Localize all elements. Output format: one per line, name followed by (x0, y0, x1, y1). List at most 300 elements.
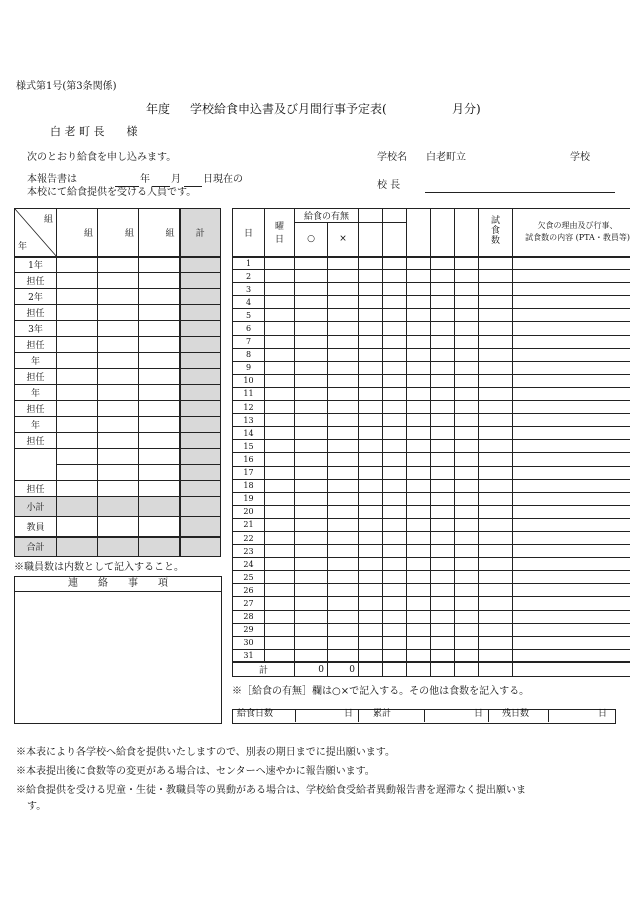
day-cell[interactable] (431, 374, 455, 387)
day-cell[interactable] (407, 466, 431, 479)
day-cell[interactable] (328, 466, 359, 479)
day-cell[interactable] (328, 636, 359, 649)
day-cell[interactable] (455, 623, 479, 636)
day-cell[interactable] (455, 636, 479, 649)
day-cell[interactable] (265, 649, 295, 662)
day-cell[interactable] (513, 387, 630, 400)
day-cell[interactable] (407, 374, 431, 387)
day-cell[interactable] (479, 322, 513, 335)
day-cell[interactable] (328, 479, 359, 492)
day-cell[interactable] (328, 414, 359, 427)
day-cell[interactable] (407, 414, 431, 427)
day-cell[interactable] (295, 584, 328, 597)
day-cell[interactable] (479, 545, 513, 558)
day-cell[interactable] (265, 283, 295, 296)
day-cell[interactable] (431, 623, 455, 636)
day-cell[interactable] (328, 584, 359, 597)
day-cell[interactable] (265, 492, 295, 505)
day-cell[interactable] (383, 453, 407, 466)
day-cell[interactable] (328, 453, 359, 466)
day-cell[interactable] (265, 584, 295, 597)
day-cell[interactable] (383, 479, 407, 492)
day-cell[interactable] (383, 257, 407, 270)
day-cell[interactable] (359, 571, 383, 584)
day-cell[interactable] (265, 466, 295, 479)
day-cell[interactable] (328, 571, 359, 584)
day-cell[interactable] (513, 427, 630, 440)
day-cell[interactable] (431, 414, 455, 427)
day-cell[interactable] (383, 283, 407, 296)
day-cell[interactable] (265, 623, 295, 636)
day-cell[interactable] (407, 545, 431, 558)
day-cell[interactable] (295, 427, 328, 440)
day-cell[interactable] (479, 636, 513, 649)
day-cell[interactable] (359, 270, 383, 283)
day-cell[interactable] (328, 610, 359, 623)
day-cell[interactable] (407, 401, 431, 414)
day-cell[interactable] (407, 610, 431, 623)
day-cell[interactable] (407, 270, 431, 283)
day-cell[interactable] (265, 361, 295, 374)
day-cell[interactable] (513, 414, 630, 427)
day-cell[interactable] (295, 414, 328, 427)
day-cell[interactable] (359, 387, 383, 400)
day-cell[interactable] (479, 610, 513, 623)
day-cell[interactable] (431, 283, 455, 296)
day-cell[interactable] (513, 270, 630, 283)
day-cell[interactable] (455, 296, 479, 309)
day-cell[interactable] (265, 610, 295, 623)
day-cell[interactable] (479, 296, 513, 309)
day-cell[interactable] (383, 374, 407, 387)
day-cell[interactable] (513, 322, 630, 335)
day-cell[interactable] (383, 322, 407, 335)
day-cell[interactable] (455, 571, 479, 584)
day-cell[interactable] (407, 322, 431, 335)
day-cell[interactable] (295, 558, 328, 571)
day-cell[interactable] (407, 453, 431, 466)
day-cell[interactable] (407, 283, 431, 296)
day-cell[interactable] (295, 348, 328, 361)
day-cell[interactable] (479, 479, 513, 492)
day-cell[interactable] (295, 257, 328, 270)
day-cell[interactable] (359, 492, 383, 505)
day-cell[interactable] (455, 610, 479, 623)
day-cell[interactable] (479, 649, 513, 662)
day-cell[interactable] (407, 518, 431, 531)
day-cell[interactable] (328, 440, 359, 453)
day-cell[interactable] (328, 623, 359, 636)
day-cell[interactable] (479, 466, 513, 479)
day-cell[interactable] (359, 374, 383, 387)
day-cell[interactable] (455, 453, 479, 466)
day-cell[interactable] (479, 427, 513, 440)
day-cell[interactable] (295, 309, 328, 322)
day-cell[interactable] (383, 518, 407, 531)
day-cell[interactable] (359, 322, 383, 335)
day-cell[interactable] (383, 427, 407, 440)
day-cell[interactable] (513, 401, 630, 414)
day-cell[interactable] (513, 649, 630, 662)
day-cell[interactable] (479, 453, 513, 466)
day-cell[interactable] (479, 348, 513, 361)
day-cell[interactable] (383, 623, 407, 636)
day-cell[interactable] (265, 440, 295, 453)
day-cell[interactable] (407, 387, 431, 400)
day-cell[interactable] (431, 387, 455, 400)
day-cell[interactable] (479, 571, 513, 584)
day-cell[interactable] (407, 505, 431, 518)
day-cell[interactable] (265, 427, 295, 440)
day-cell[interactable] (359, 335, 383, 348)
day-cell[interactable] (359, 545, 383, 558)
day-cell[interactable] (359, 309, 383, 322)
day-cell[interactable] (359, 401, 383, 414)
day-cell[interactable] (455, 531, 479, 544)
day-cell[interactable] (359, 531, 383, 544)
day-cell[interactable] (383, 649, 407, 662)
day-cell[interactable] (383, 531, 407, 544)
day-cell[interactable] (455, 505, 479, 518)
day-cell[interactable] (407, 427, 431, 440)
day-cell[interactable] (431, 610, 455, 623)
day-cell[interactable] (383, 361, 407, 374)
day-cell[interactable] (455, 584, 479, 597)
day-cell[interactable] (359, 649, 383, 662)
day-cell[interactable] (479, 401, 513, 414)
day-cell[interactable] (407, 309, 431, 322)
day-cell[interactable] (383, 466, 407, 479)
day-cell[interactable] (265, 401, 295, 414)
day-cell[interactable] (265, 545, 295, 558)
day-cell[interactable] (265, 414, 295, 427)
day-cell[interactable] (431, 558, 455, 571)
day-cell[interactable] (328, 270, 359, 283)
day-cell[interactable] (265, 374, 295, 387)
day-cell[interactable] (479, 518, 513, 531)
day-cell[interactable] (407, 636, 431, 649)
day-cell[interactable] (328, 322, 359, 335)
day-cell[interactable] (431, 270, 455, 283)
day-cell[interactable] (328, 558, 359, 571)
day-cell[interactable] (479, 584, 513, 597)
day-cell[interactable] (383, 309, 407, 322)
day-cell[interactable] (455, 597, 479, 610)
day-cell[interactable] (407, 584, 431, 597)
day-cell[interactable] (383, 348, 407, 361)
day-cell[interactable] (295, 335, 328, 348)
day-cell[interactable] (455, 335, 479, 348)
day-cell[interactable] (455, 558, 479, 571)
day-cell[interactable] (383, 545, 407, 558)
day-cell[interactable] (455, 518, 479, 531)
day-cell[interactable] (513, 518, 630, 531)
day-cell[interactable] (359, 636, 383, 649)
day-cell[interactable] (513, 453, 630, 466)
day-cell[interactable] (328, 257, 359, 270)
day-cell[interactable] (359, 427, 383, 440)
day-cell[interactable] (479, 558, 513, 571)
day-cell[interactable] (407, 623, 431, 636)
day-cell[interactable] (265, 322, 295, 335)
day-cell[interactable] (431, 257, 455, 270)
day-cell[interactable] (383, 571, 407, 584)
day-cell[interactable] (455, 492, 479, 505)
day-cell[interactable] (407, 649, 431, 662)
day-cell[interactable] (295, 361, 328, 374)
day-cell[interactable] (479, 270, 513, 283)
day-cell[interactable] (359, 597, 383, 610)
day-cell[interactable] (431, 361, 455, 374)
day-cell[interactable] (479, 374, 513, 387)
day-cell[interactable] (295, 571, 328, 584)
day-cell[interactable] (479, 505, 513, 518)
day-cell[interactable] (455, 309, 479, 322)
day-cell[interactable] (479, 440, 513, 453)
day-cell[interactable] (431, 335, 455, 348)
day-cell[interactable] (431, 518, 455, 531)
day-cell[interactable] (383, 335, 407, 348)
day-cell[interactable] (513, 440, 630, 453)
day-cell[interactable] (295, 636, 328, 649)
day-cell[interactable] (513, 597, 630, 610)
day-cell[interactable] (455, 283, 479, 296)
day-cell[interactable] (383, 584, 407, 597)
day-cell[interactable] (513, 531, 630, 544)
day-cell[interactable] (479, 531, 513, 544)
day-cell[interactable] (265, 518, 295, 531)
day-cell[interactable] (295, 440, 328, 453)
day-cell[interactable] (265, 257, 295, 270)
day-cell[interactable] (359, 558, 383, 571)
day-cell[interactable] (479, 257, 513, 270)
day-cell[interactable] (359, 348, 383, 361)
day-cell[interactable] (359, 257, 383, 270)
day-cell[interactable] (265, 387, 295, 400)
day-cell[interactable] (295, 505, 328, 518)
day-cell[interactable] (407, 335, 431, 348)
day-cell[interactable] (407, 296, 431, 309)
day-cell[interactable] (295, 374, 328, 387)
day-cell[interactable] (328, 401, 359, 414)
day-cell[interactable] (295, 531, 328, 544)
day-cell[interactable] (295, 296, 328, 309)
day-cell[interactable] (295, 479, 328, 492)
day-cell[interactable] (383, 414, 407, 427)
day-cell[interactable] (295, 610, 328, 623)
day-cell[interactable] (328, 492, 359, 505)
day-cell[interactable] (359, 283, 383, 296)
day-cell[interactable] (479, 283, 513, 296)
day-cell[interactable] (265, 636, 295, 649)
day-cell[interactable] (295, 270, 328, 283)
day-cell[interactable] (513, 610, 630, 623)
day-cell[interactable] (431, 401, 455, 414)
day-cell[interactable] (383, 440, 407, 453)
day-cell[interactable] (265, 597, 295, 610)
day-cell[interactable] (431, 597, 455, 610)
day-cell[interactable] (328, 387, 359, 400)
day-cell[interactable] (407, 492, 431, 505)
day-cell[interactable] (328, 296, 359, 309)
day-cell[interactable] (455, 401, 479, 414)
day-cell[interactable] (513, 584, 630, 597)
day-cell[interactable] (328, 348, 359, 361)
day-cell[interactable] (431, 531, 455, 544)
day-cell[interactable] (328, 597, 359, 610)
day-cell[interactable] (431, 427, 455, 440)
day-cell[interactable] (407, 479, 431, 492)
day-cell[interactable] (383, 401, 407, 414)
day-cell[interactable] (513, 479, 630, 492)
day-cell[interactable] (383, 296, 407, 309)
day-cell[interactable] (328, 545, 359, 558)
day-cell[interactable] (265, 309, 295, 322)
day-cell[interactable] (431, 584, 455, 597)
day-cell[interactable] (431, 492, 455, 505)
day-cell[interactable] (479, 361, 513, 374)
day-cell[interactable] (455, 414, 479, 427)
day-cell[interactable] (265, 335, 295, 348)
day-cell[interactable] (455, 466, 479, 479)
day-cell[interactable] (455, 427, 479, 440)
day-cell[interactable] (431, 322, 455, 335)
day-cell[interactable] (479, 492, 513, 505)
day-cell[interactable] (359, 414, 383, 427)
day-cell[interactable] (455, 440, 479, 453)
day-cell[interactable] (295, 597, 328, 610)
day-cell[interactable] (383, 270, 407, 283)
day-cell[interactable] (359, 623, 383, 636)
day-cell[interactable] (407, 597, 431, 610)
day-cell[interactable] (359, 505, 383, 518)
day-cell[interactable] (407, 571, 431, 584)
day-cell[interactable] (383, 597, 407, 610)
day-cell[interactable] (265, 479, 295, 492)
day-cell[interactable] (513, 492, 630, 505)
day-cell[interactable] (295, 649, 328, 662)
day-cell[interactable] (359, 479, 383, 492)
day-cell[interactable] (431, 649, 455, 662)
day-cell[interactable] (513, 335, 630, 348)
day-cell[interactable] (328, 283, 359, 296)
day-cell[interactable] (383, 505, 407, 518)
day-cell[interactable] (265, 453, 295, 466)
day-cell[interactable] (265, 571, 295, 584)
day-cell[interactable] (295, 518, 328, 531)
day-cell[interactable] (383, 610, 407, 623)
day-cell[interactable] (407, 348, 431, 361)
day-cell[interactable] (295, 466, 328, 479)
day-cell[interactable] (407, 440, 431, 453)
day-cell[interactable] (407, 257, 431, 270)
day-cell[interactable] (431, 440, 455, 453)
day-cell[interactable] (265, 531, 295, 544)
day-cell[interactable] (431, 636, 455, 649)
day-cell[interactable] (455, 270, 479, 283)
day-cell[interactable] (513, 348, 630, 361)
day-cell[interactable] (513, 296, 630, 309)
day-cell[interactable] (455, 348, 479, 361)
day-cell[interactable] (431, 505, 455, 518)
day-cell[interactable] (513, 623, 630, 636)
day-cell[interactable] (513, 309, 630, 322)
day-cell[interactable] (431, 453, 455, 466)
day-cell[interactable] (328, 361, 359, 374)
day-cell[interactable] (383, 492, 407, 505)
day-cell[interactable] (431, 479, 455, 492)
day-cell[interactable] (265, 270, 295, 283)
day-cell[interactable] (513, 361, 630, 374)
day-cell[interactable] (359, 518, 383, 531)
day-cell[interactable] (431, 466, 455, 479)
day-cell[interactable] (479, 335, 513, 348)
day-cell[interactable] (383, 558, 407, 571)
day-cell[interactable] (407, 558, 431, 571)
day-cell[interactable] (431, 296, 455, 309)
day-cell[interactable] (359, 296, 383, 309)
day-cell[interactable] (328, 335, 359, 348)
day-cell[interactable] (407, 531, 431, 544)
day-cell[interactable] (359, 361, 383, 374)
day-cell[interactable] (295, 623, 328, 636)
day-cell[interactable] (359, 610, 383, 623)
day-cell[interactable] (431, 545, 455, 558)
day-cell[interactable] (328, 649, 359, 662)
day-cell[interactable] (328, 518, 359, 531)
day-cell[interactable] (479, 414, 513, 427)
day-cell[interactable] (513, 283, 630, 296)
day-cell[interactable] (328, 531, 359, 544)
day-cell[interactable] (479, 309, 513, 322)
day-cell[interactable] (407, 361, 431, 374)
day-cell[interactable] (431, 309, 455, 322)
day-cell[interactable] (431, 571, 455, 584)
day-cell[interactable] (295, 322, 328, 335)
day-cell[interactable] (265, 348, 295, 361)
day-cell[interactable] (359, 466, 383, 479)
day-cell[interactable] (513, 466, 630, 479)
day-cell[interactable] (328, 427, 359, 440)
day-cell[interactable] (455, 545, 479, 558)
day-cell[interactable] (455, 257, 479, 270)
day-cell[interactable] (265, 296, 295, 309)
day-cell[interactable] (383, 387, 407, 400)
day-cell[interactable] (383, 636, 407, 649)
day-cell[interactable] (295, 283, 328, 296)
day-cell[interactable] (513, 545, 630, 558)
day-cell[interactable] (455, 479, 479, 492)
day-cell[interactable] (295, 545, 328, 558)
day-cell[interactable] (455, 387, 479, 400)
day-cell[interactable] (513, 505, 630, 518)
day-cell[interactable] (455, 361, 479, 374)
day-cell[interactable] (328, 374, 359, 387)
day-cell[interactable] (359, 440, 383, 453)
day-cell[interactable] (295, 387, 328, 400)
day-cell[interactable] (479, 623, 513, 636)
day-cell[interactable] (295, 453, 328, 466)
day-cell[interactable] (455, 322, 479, 335)
day-cell[interactable] (328, 505, 359, 518)
day-cell[interactable] (513, 636, 630, 649)
day-cell[interactable] (359, 584, 383, 597)
day-cell[interactable] (265, 505, 295, 518)
day-cell[interactable] (431, 348, 455, 361)
day-cell[interactable] (455, 374, 479, 387)
day-cell[interactable] (479, 597, 513, 610)
day-cell[interactable] (513, 374, 630, 387)
